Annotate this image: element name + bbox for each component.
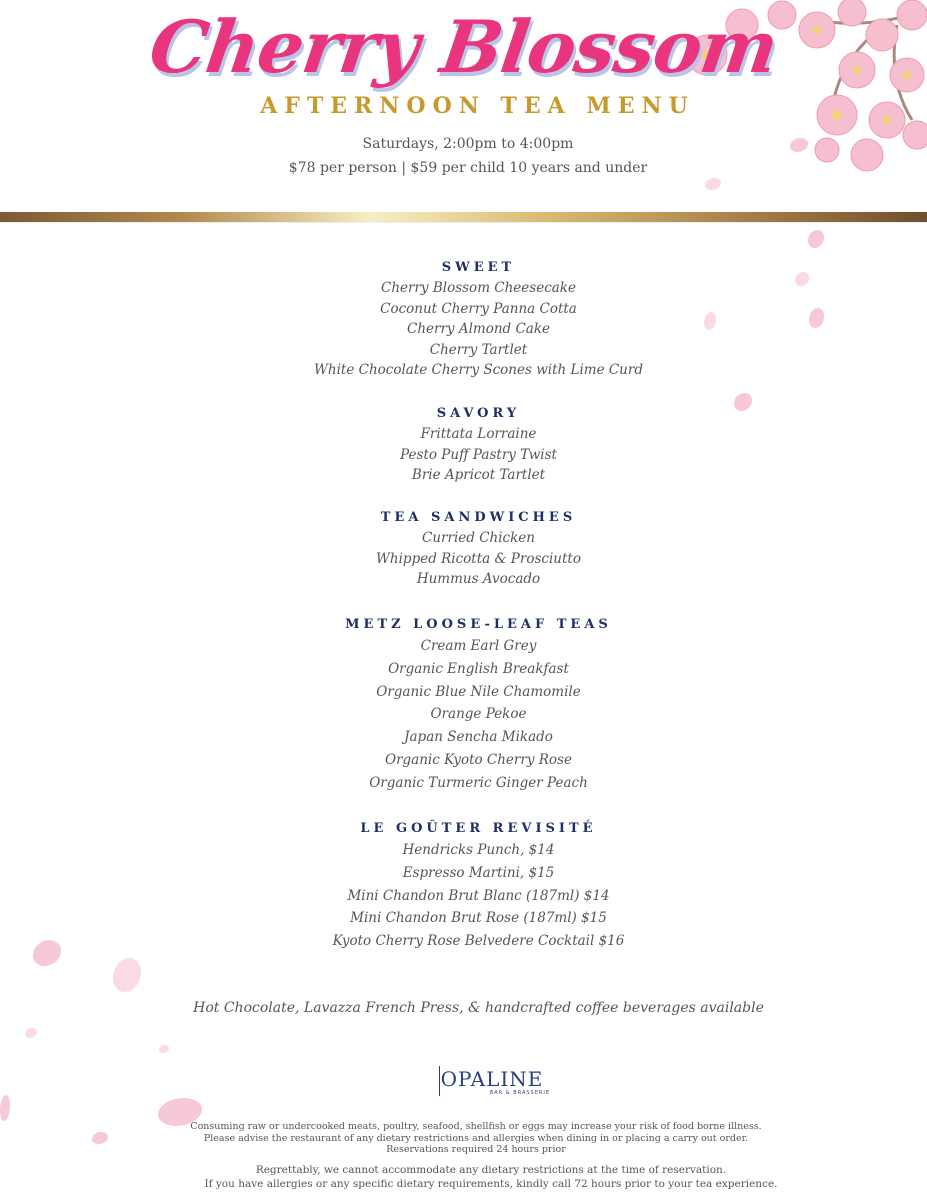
menu-item: Hendricks Punch, $14 <box>402 842 555 858</box>
menu-item: Cherry Blossom Cheesecake <box>381 280 576 296</box>
menu-item: Espresso Martini, $15 <box>402 864 555 881</box>
section-sweet <box>0 258 927 381</box>
dietary-note-line: If you have allergies or any specific dietary requirements, kindly call 72 hours prior to your tea experience. <box>204 1178 778 1190</box>
petal-decoration <box>113 958 141 992</box>
section-teas <box>0 615 927 795</box>
menu-item: Pesto Puff Pastry Twist <box>400 446 557 463</box>
menu-item: Cherry Tartlet <box>429 341 528 358</box>
disclaimer <box>0 1121 927 1156</box>
gold-divider <box>0 212 927 222</box>
divider-edge <box>0 222 927 223</box>
menu-item: Curried Chicken <box>422 530 535 546</box>
menu-item: Brie Apricot Tartlet <box>411 467 546 483</box>
section-tea-sandwiches <box>0 508 927 590</box>
menu-subtitle: AFTERNOON TEA MENU <box>260 93 695 119</box>
section-heading: TEA SANDWICHES <box>380 510 577 525</box>
section-heading: METZ LOOSE-LEAF TEAS <box>345 617 612 632</box>
menu-item: Coconut Cherry Panna Cotta <box>380 300 577 317</box>
menu-item: Frittata Lorraine <box>420 426 537 442</box>
logo-mark <box>439 1066 440 1096</box>
page-title: Cherry Blossom <box>144 4 783 89</box>
menu-item: Kyoto Cherry Rose Belvedere Cocktail $16 <box>332 933 625 950</box>
beverage-note: Hot Chocolate, Lavazza French Press, & handcrafted coffee beverages available <box>193 1000 764 1016</box>
menu-item: Mini Chandon Brut Rose (187ml) $15 <box>350 910 607 927</box>
menu-item: Organic Turmeric Ginger Peach <box>369 774 588 791</box>
menu-item: Japan Sencha Mikado <box>404 729 553 746</box>
section-le-gouter <box>0 819 927 953</box>
menu-item: Whipped Ricotta & Prosciutto <box>376 550 581 567</box>
menu-item: Organic Blue Nile Chamomile <box>376 683 581 700</box>
menu-item: White Chocolate Cherry Scones with Lime Curd <box>314 362 643 378</box>
section-heading: SWEET <box>441 260 516 275</box>
petal-decoration <box>0 1095 10 1121</box>
menu-item: Organic Kyoto Cherry Rose <box>385 751 572 768</box>
disclaimer-line: Consuming raw or undercooked meats, poultry, seafood, shellfish or eggs may increase your risk of food borne illness. <box>190 1121 762 1132</box>
section-heading: LE GOÛTER REVISITÉ <box>360 821 597 836</box>
menu-item: Cherry Almond Cake <box>406 321 550 337</box>
petal-decoration <box>25 1028 37 1038</box>
opaline-logo <box>434 1068 550 1108</box>
dietary-note <box>0 1163 927 1191</box>
logo-name: OPALINE <box>440 1067 544 1091</box>
disclaimer-line: Please advise the restaurant of any dietary restrictions and allergies when dining in or placing a carry out order. <box>203 1132 749 1144</box>
price-text: $78 per person | $59 per child 10 years and under <box>288 160 648 176</box>
petal-decoration <box>808 230 824 248</box>
dietary-note-line: Regrettably, we cannot accommodate any dietary restrictions at the time of reservation. <box>255 1164 727 1176</box>
logo-tagline: BAR & BRASSERIE <box>489 1090 550 1096</box>
menu-item: Hummus Avocado <box>416 571 541 587</box>
menu-item: Orange Pekoe <box>430 706 527 723</box>
schedule-text: Saturdays, 2:00pm to 4:00pm <box>362 136 574 152</box>
section-heading: SAVORY <box>436 406 521 421</box>
menu-item: Cream Earl Grey <box>420 638 537 654</box>
petal-decoration <box>159 1045 169 1053</box>
section-savory <box>0 404 927 486</box>
menu-item: Organic English Breakfast <box>388 660 569 677</box>
menu-item: Mini Chandon Brut Blanc (187ml) $14 <box>347 887 610 904</box>
disclaimer-line: Reservations required 24 hours prior <box>386 1144 566 1155</box>
